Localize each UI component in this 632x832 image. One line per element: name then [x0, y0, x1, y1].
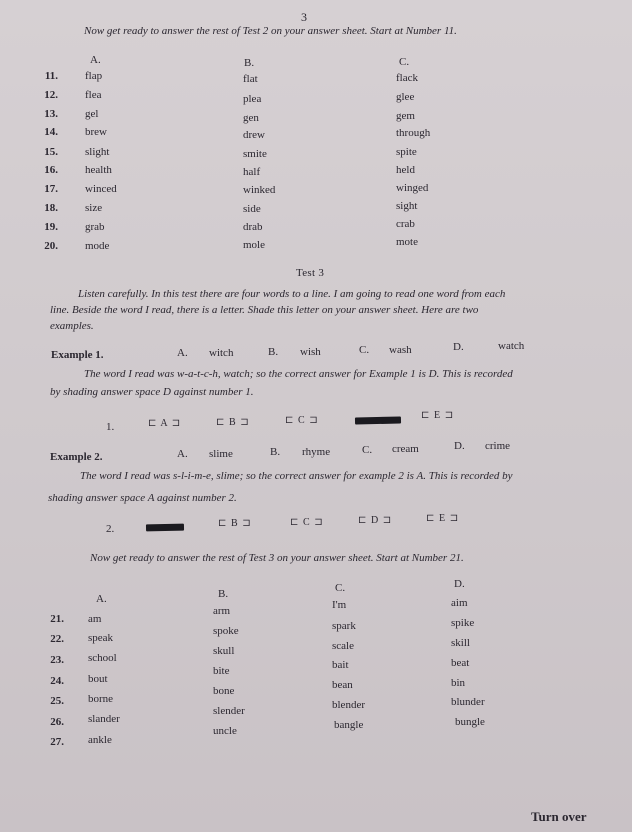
test2-row-num: 11. — [44, 70, 58, 82]
test2-header-a: A. — [90, 54, 101, 66]
test3-header-b: B. — [218, 588, 229, 600]
test2-word-c: gem — [396, 110, 415, 122]
test2-word-b: gen — [243, 112, 259, 124]
test3-word-b: slender — [213, 705, 245, 717]
test3-word-d: aim — [451, 597, 468, 609]
test2-word-b: plea — [243, 93, 262, 105]
test3-word-a: speak — [88, 632, 114, 644]
answer-box-c: ⊏ C ⊐ — [290, 517, 324, 528]
test2-row-num: 19. — [44, 221, 58, 233]
test3-instruction-line3: examples. — [50, 320, 94, 332]
test3-word-a: bout — [88, 673, 108, 685]
test2-row-num: 18. — [44, 202, 58, 214]
test3-row-num: 21. — [50, 613, 64, 625]
page-number: 3 — [301, 10, 307, 24]
example1-option-word: wish — [300, 346, 321, 358]
example1-option-word: wash — [389, 344, 412, 356]
test2-word-c: held — [396, 164, 415, 176]
test2-word-b: flat — [243, 73, 258, 85]
test3-instruction-line2: line. Beside the word I read, there is a letter. Shade this letter on your answer sheet. Here are two — [50, 304, 479, 316]
test2-word-a: slight — [85, 146, 110, 158]
answer-box-b: ⊏ B ⊐ — [216, 417, 250, 428]
example2-label: Example 2. — [50, 451, 103, 463]
example2-option-word: rhyme — [302, 446, 331, 458]
test2-word-c: winged — [396, 182, 429, 194]
test2-word-a: flea — [85, 89, 102, 101]
test2-word-a: winced — [85, 183, 117, 195]
test2-word-a: health — [85, 164, 112, 176]
test2-word-a: size — [85, 202, 103, 214]
test3-word-b: spoke — [213, 625, 239, 637]
test3-row-num: 23. — [50, 654, 64, 666]
test3-row-num: 24. — [50, 675, 64, 687]
test2-row-num: 12. — [44, 89, 58, 101]
test3-word-a: slander — [88, 713, 120, 725]
answer-box-e: ⊏ E ⊐ — [426, 513, 460, 524]
example1-option-letter: A. — [177, 347, 188, 359]
test3-word-d: bungle — [455, 716, 485, 728]
test3-word-c: blender — [332, 699, 365, 711]
example2-option-letter: B. — [270, 446, 281, 458]
test2-word-a: grab — [85, 221, 105, 233]
example2-option-word: cream — [392, 443, 419, 455]
test3-word-b: bite — [213, 665, 230, 677]
example1-option-letter: D. — [453, 341, 464, 353]
test3-word-d: blunder — [451, 696, 485, 708]
shaded-answer-a — [146, 524, 184, 532]
example2-explain-line2: shading answer space A against number 2. — [48, 492, 237, 504]
test2-word-c: through — [396, 127, 431, 139]
test2-row-num: 17. — [44, 183, 58, 195]
answer-box-e: ⊏ E ⊐ — [421, 410, 455, 421]
test2-word-b: smite — [243, 148, 267, 160]
test3-word-a: school — [88, 652, 117, 664]
test2-word-b: side — [243, 203, 261, 215]
test2-word-a: gel — [85, 108, 99, 120]
test3-word-a: ankle — [88, 734, 112, 746]
test3-word-b: arm — [213, 605, 231, 617]
example2-option-letter: D. — [454, 440, 465, 452]
test2-row-num: 15. — [44, 146, 58, 158]
example1-option-letter: C. — [359, 344, 370, 356]
test3-word-c: spark — [332, 620, 356, 632]
test2-intro: Now get ready to answer the rest of Test 2 on your answer sheet. Start at Number 11. — [84, 25, 457, 37]
test2-word-c: flack — [396, 72, 418, 84]
test3-title: Test 3 — [296, 267, 325, 279]
test3-instruction-line1: Listen carefully. In this test there are four words to a line. I am going to read one word from each — [78, 288, 506, 300]
example1-option-word: witch — [209, 347, 234, 359]
example1-option-word: watch — [498, 340, 525, 352]
test2-word-c: glee — [396, 91, 415, 103]
example2-option-word: crime — [485, 440, 511, 452]
test3-word-a: borne — [88, 693, 114, 705]
test3-word-c: bean — [332, 679, 353, 691]
test3-row-num: 22. — [50, 633, 64, 645]
test3-word-c: I'm — [332, 599, 347, 611]
test2-word-c: sight — [396, 200, 418, 212]
test2-word-c: spite — [396, 146, 417, 158]
example2-answer-number: 2. — [106, 523, 115, 535]
test2-word-c: mote — [396, 236, 418, 248]
test3-word-c: bangle — [334, 719, 364, 731]
example1-explain-line1: The word I read was w-a-t-c-h, watch; so the correct answer for Example 1 is D. This is recorded — [84, 368, 513, 380]
test2-word-b: mole — [243, 239, 265, 251]
test3-word-c: scale — [332, 640, 354, 652]
test2-word-a: flap — [85, 70, 103, 82]
example2-option-word: slime — [209, 448, 233, 460]
test3-word-b: skull — [213, 645, 235, 657]
test3-word-d: bin — [451, 677, 466, 689]
test3-word-d: beat — [451, 657, 470, 669]
test3-header-a: A. — [96, 593, 107, 605]
answer-box-c: ⊏ C ⊐ — [285, 415, 319, 426]
test3-word-b: uncle — [213, 725, 237, 737]
test3-word-d: spike — [451, 617, 475, 629]
shaded-answer-d — [355, 417, 401, 425]
test3-header-d: D. — [454, 578, 465, 590]
test2-header-b: B. — [244, 57, 255, 69]
test2-word-c: crab — [396, 218, 415, 230]
test2-row-num: 20. — [44, 240, 58, 252]
test3-word-c: bait — [332, 659, 349, 671]
test3-row-num: 25. — [50, 695, 64, 707]
test3-intro: Now get ready to answer the rest of Test 3 on your answer sheet. Start at Number 21. — [90, 552, 464, 564]
answer-box-a: ⊏ A ⊐ — [148, 418, 182, 429]
test2-row-num: 13. — [44, 108, 58, 120]
example2-explain-line1: The word I read was s-l-i-m-e, slime; so the correct answer for example 2 is A. This is recorded by — [80, 470, 513, 482]
test2-word-b: drew — [243, 129, 265, 141]
example1-answer-number: 1. — [106, 421, 115, 433]
test2-header-c: C. — [399, 56, 410, 68]
example2-option-letter: C. — [362, 444, 373, 456]
test3-word-d: skill — [451, 637, 470, 649]
test2-word-b: drab — [243, 221, 263, 233]
example1-option-letter: B. — [268, 346, 279, 358]
example1-label: Example 1. — [51, 349, 104, 361]
test2-row-num: 14. — [44, 126, 58, 138]
example2-option-letter: A. — [177, 448, 188, 460]
test2-word-b: winked — [243, 184, 276, 196]
answer-box-d: ⊏ D ⊐ — [358, 515, 393, 526]
turn-over-label: Turn over — [531, 809, 587, 824]
test3-header-c: C. — [335, 582, 346, 594]
example1-explain-line2: by shading answer space D against number 1. — [50, 386, 254, 398]
test2-row-num: 16. — [44, 164, 58, 176]
test2-word-a: brew — [85, 126, 107, 138]
answer-box-b: ⊏ B ⊐ — [218, 518, 252, 529]
test2-word-a: mode — [85, 240, 110, 252]
test3-word-a: am — [88, 613, 102, 625]
test3-word-b: bone — [213, 685, 235, 697]
test2-word-b: half — [243, 166, 261, 178]
test3-row-num: 27. — [50, 736, 64, 748]
test3-row-num: 26. — [50, 716, 64, 728]
